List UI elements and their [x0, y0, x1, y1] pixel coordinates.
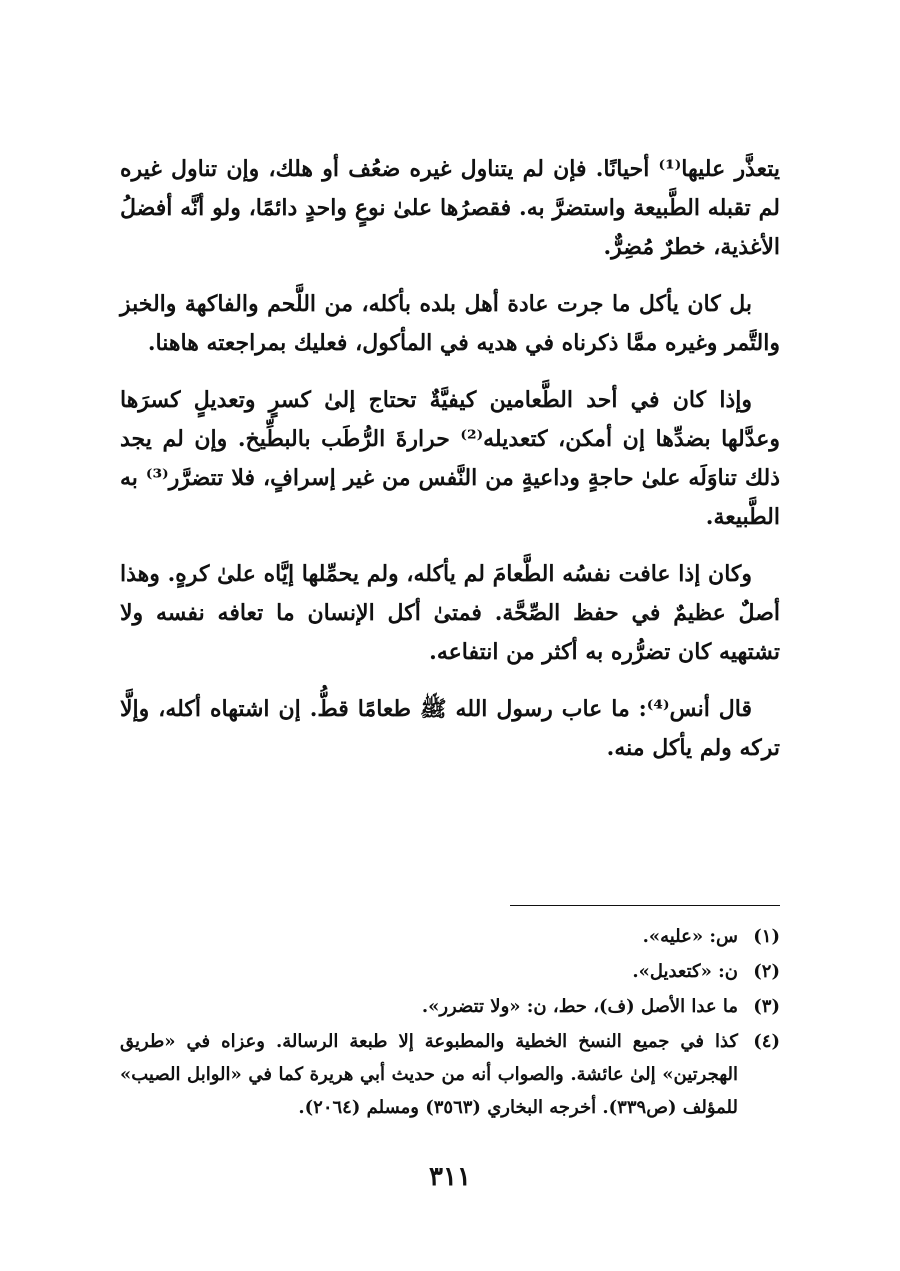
paragraph: يتعذَّر عليها⁽¹⁾ أحيانًا. فإن لم يتناول غيره ضعُف أو هلك، وإن تناول غيره لم تقبله الطَّبيعة واستضرَّ به. فقصرُها علىٰ نوعٍ واحدٍ دائمًا، ولو أنَّه أفضلُ الأغذية، خطرٌ مُضِرٌّ.	[120, 156, 780, 260]
paragraph: بل كان يأكل ما جرت عادة أهل بلده بأكله، من اللَّحم والفاكهة والخبز والتَّمر وغيره ممَّا ذكرناه في هديه في المأكول، فعليك بمراجعته هاهنا.	[120, 291, 780, 356]
paragraph: قال أنس⁽⁴⁾: ما عاب رسول الله ﷺ طعامًا قطُّ. إن اشتهاه أكله، وإلَّا تركه ولم يأكل منه.	[120, 696, 780, 761]
page-number: ٣١١	[429, 1162, 471, 1192]
footnote	[120, 920, 780, 953]
footnote-divider	[510, 905, 780, 906]
footnotes	[120, 920, 780, 1126]
footnote-number: (١)	[753, 926, 780, 947]
paragraph: وإذا كان في أحد الطَّعامين كيفيَّةٌ تحتاج إلىٰ كسرٍ وتعديلٍ كسرَها وعدَّلها بضدِّها إن أمكن، كتعديله⁽²⁾ حرارةَ الرُّطَب بالبطِّيخ. وإن لم يجد ذلك تناوَلَه علىٰ حاجةٍ وداعيةٍ من النَّفس من غير إسرافٍ، فلا تتضرَّر⁽³⁾ به الطَّبيعة.	[120, 387, 780, 530]
footnote	[120, 990, 780, 1023]
main-text	[120, 150, 780, 786]
footnote-number: (٣)	[753, 996, 780, 1017]
footnote	[120, 955, 780, 988]
footnote-text: ن: «كتعديل».	[632, 961, 738, 982]
footnote-number: (٤)	[753, 1031, 780, 1052]
footnote-number: (٢)	[753, 961, 780, 982]
paragraph: وكان إذا عافت نفسُه الطَّعامَ لم يأكله، ولم يحمِّلها إيَّاه علىٰ كرهٍ. وهذا أصلٌ عظيمٌ في حفظ الصِّحَّة. فمتىٰ أكل الإنسان ما تعافه نفسه ولا تشتهيه كان تضرُّره به أكثر من انتفاعه.	[120, 561, 780, 665]
footnote-text: كذا في جميع النسخ الخطية والمطبوعة إلا طبعة الرسالة. وعزاه في «طريق الهجرتين» إلىٰ عائشة. والصواب أنه من حديث أبي هريرة كما في «الوابل الصيب» للمؤلف (ص٣٣٩). أخرجه البخاري (٣٥٦٣) ومسلم (٢٠٦٤).	[120, 1031, 738, 1118]
footnote	[120, 1025, 780, 1124]
footnote-text: ما عدا الأصل (ف)، حط، ن: «ولا تتضرر».	[421, 996, 738, 1017]
footnote-text: س: «عليه».	[642, 926, 738, 947]
